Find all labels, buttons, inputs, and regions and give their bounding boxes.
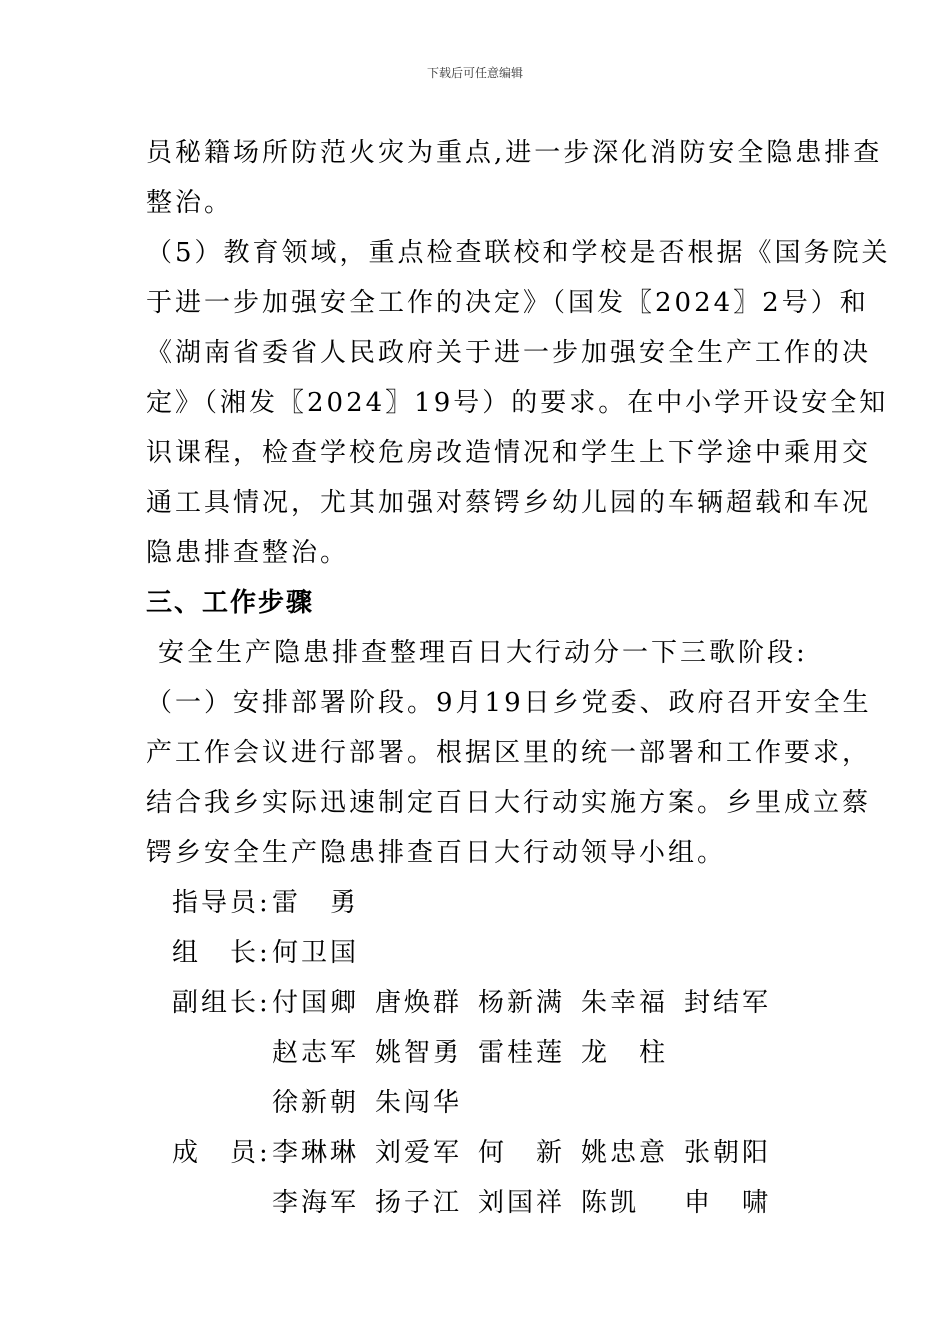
roster-name: 何卫国 [272,938,360,968]
roster-name: 申 啸 [684,1188,772,1218]
roster-name: 徐新朝 [272,1088,360,1118]
paragraph-line: （5）教育领域，重点检查联校和学校是否根据《国务院关 [146,238,891,268]
roster-role [146,1028,272,1078]
paragraph-line: 安全生产隐患排查整理百日大行动分一下三歌阶段: [158,638,808,668]
roster-row [146,1078,814,1128]
roster-row [146,1028,814,1078]
paragraph-line: 于进一步加强安全工作的决定》（国发〖2024〗2号）和 [146,288,869,318]
roster-names [272,1128,787,1178]
roster-name: 姚智勇 [375,1038,463,1068]
paragraph-line: 《湖南省委省人民政府关于进一步加强安全生产工作的决 [146,338,872,368]
roster-name: 雷 勇 [272,888,360,918]
roster-row [146,928,814,978]
paragraph-line: （一）安排部署阶段。9月19日乡党委、政府召开安全生 [146,688,872,718]
page-header: 下载后可任意编辑 [426,66,523,80]
roster-name: 付国卿 [272,988,360,1018]
roster-name: 朱幸福 [581,988,669,1018]
paragraph-line: 通工具情况，尤其加强对蔡锷乡幼儿园的车辆超载和车况 [146,488,872,518]
roster-names [272,978,787,1028]
roster-names [272,878,375,928]
paragraph-line: 隐患排查整治。 [146,538,350,568]
roster-name: 刘爱军 [375,1138,463,1168]
paragraph-line: 员秘籍场所防范火灾为重点,进一步深化消防安全隐患排查 [146,138,883,168]
roster-name: 姚忠意 [581,1138,669,1168]
roster-name: 龙 柱 [581,1038,669,1068]
roster-name: 杨新满 [478,988,566,1018]
roster-role [146,1178,272,1228]
roster-names [272,1028,684,1078]
roster-name: 何 新 [478,1138,566,1168]
roster-role [146,1078,272,1128]
paragraph-line: 锷乡安全生产隐患排查百日大行动领导小组。 [146,838,727,868]
roster-name: 张朝阳 [684,1138,772,1168]
roster-role: 组 长: [172,938,271,968]
roster-row [146,878,814,928]
roster-name: 陈凯 [581,1188,640,1218]
paragraph-line: 识课程，检查学校危房改造情况和学生上下学途中乘用交 [146,438,872,468]
roster-role: 成 员: [172,1138,271,1168]
document-body [146,128,891,1228]
roster-name: 李琳琳 [272,1138,360,1168]
paragraph-line: 定》（湘发〖2024〗19号）的要求。在中小学开设安全知 [146,388,889,418]
roster-name: 朱闯华 [375,1088,463,1118]
roster-role: 副组长: [172,988,271,1018]
paragraph-line: 结合我乡实际迅速制定百日大行动实施方案。乡里成立蔡 [146,788,872,818]
roster-name: 扬子江 [375,1188,463,1218]
roster-name: 雷桂莲 [478,1038,566,1068]
roster-name: 赵志军 [272,1038,360,1068]
paragraph-line: 产工作会议进行部署。根据区里的统一部署和工作要求， [146,738,872,768]
roster-row [146,978,814,1028]
roster-role: 指导员: [172,888,271,918]
roster-name: 封结军 [684,988,772,1018]
roster-names [272,1078,478,1128]
roster-name: 刘国祥 [478,1188,566,1218]
roster-name: 李海军 [272,1188,360,1218]
paragraph-line: 整治。 [146,188,234,218]
section-heading: 三、工作步骤 [146,588,315,618]
roster-row [146,1128,814,1178]
roster-list [146,878,814,1228]
roster-name: 唐焕群 [375,988,463,1018]
roster-names [272,1178,787,1228]
roster-row [146,1178,814,1228]
roster-names [272,928,375,978]
